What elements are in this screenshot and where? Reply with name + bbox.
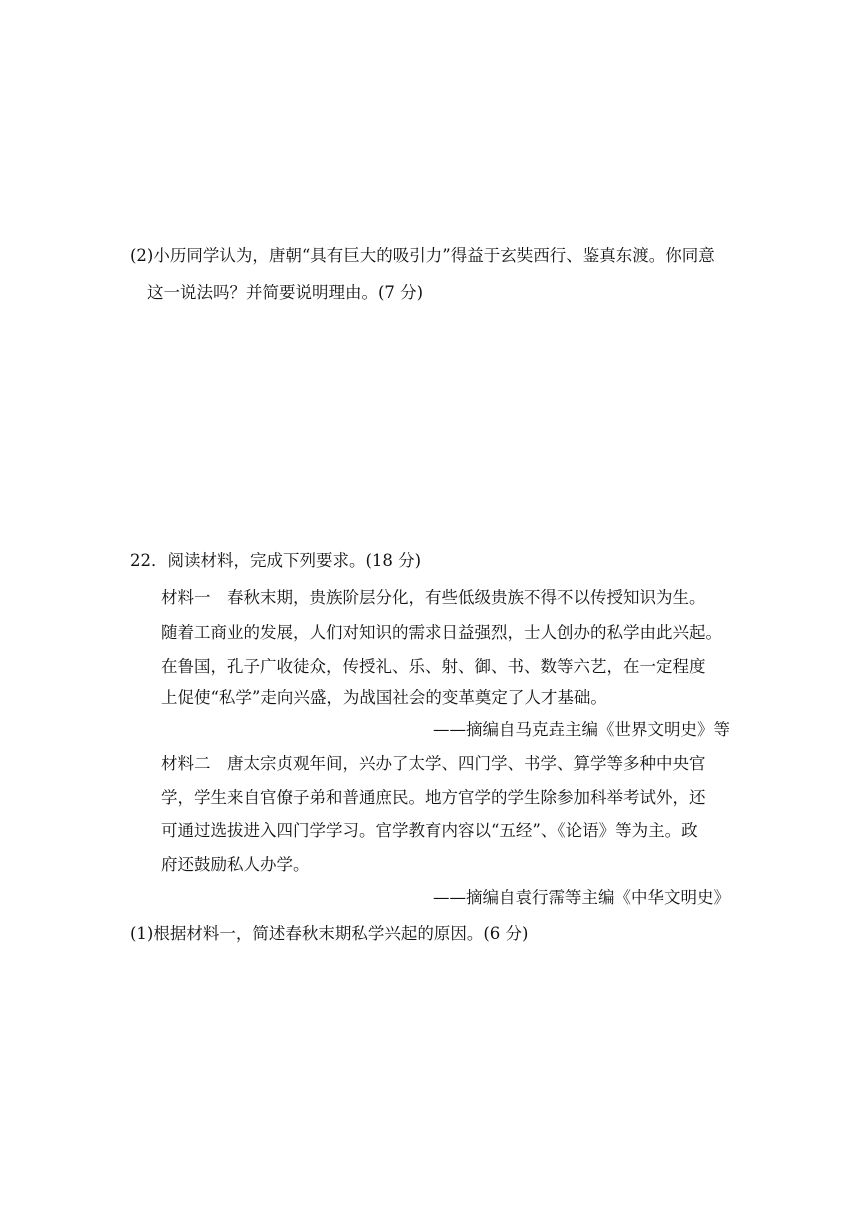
q21-part2-line-2: 这一说法吗？并简要说明理由。(7 分)	[147, 283, 424, 302]
material1-line-4: 上促使“私学”走向兴盛，为战国社会的变革奠定了人才基础。	[161, 688, 607, 707]
q21-part2-line-1: (2)小历同学认为，唐朝“具有巨大的吸引力”得益于玄奘西行、鉴真东渡。你同意	[130, 246, 715, 265]
material1-line-3: 在鲁国，孔子广收徒众，传授礼、乐、射、御、书、数等六艺，在一定程度	[161, 657, 706, 676]
material2-line-2: 学，学生来自官僚子弟和普通庶民。地方官学的学生除参加科举考试外，还	[161, 788, 706, 807]
q22-stem: 22．阅读材料，完成下列要求。(18 分)	[130, 551, 422, 570]
material1-line-2: 随着工商业的发展，人们对知识的需求日益强烈，士人创办的私学由此兴起。	[161, 623, 722, 642]
material2-line-4: 府还鼓励私人办学。	[161, 855, 310, 874]
q22-part1: (1)根据材料一，简述春秋末期私学兴起的原因。(6 分)	[130, 924, 529, 943]
material2-line-1: 材料二 唐太宗贞观年间，兴办了太学、四门学、书学、算学等多种中央官	[161, 754, 706, 773]
material1-source: ——摘编自马克垚主编《世界文明史》等	[433, 720, 730, 739]
material2-source: ——摘编自袁行霈等主编《中华文明史》	[433, 888, 730, 907]
material1-line-1: 材料一 春秋末期，贵族阶层分化，有些低级贵族不得不以传授知识为生。	[161, 588, 706, 607]
material2-line-3: 可通过选拔进入四门学学习。官学教育内容以“五经”、《论语》等为主。政	[161, 821, 698, 840]
